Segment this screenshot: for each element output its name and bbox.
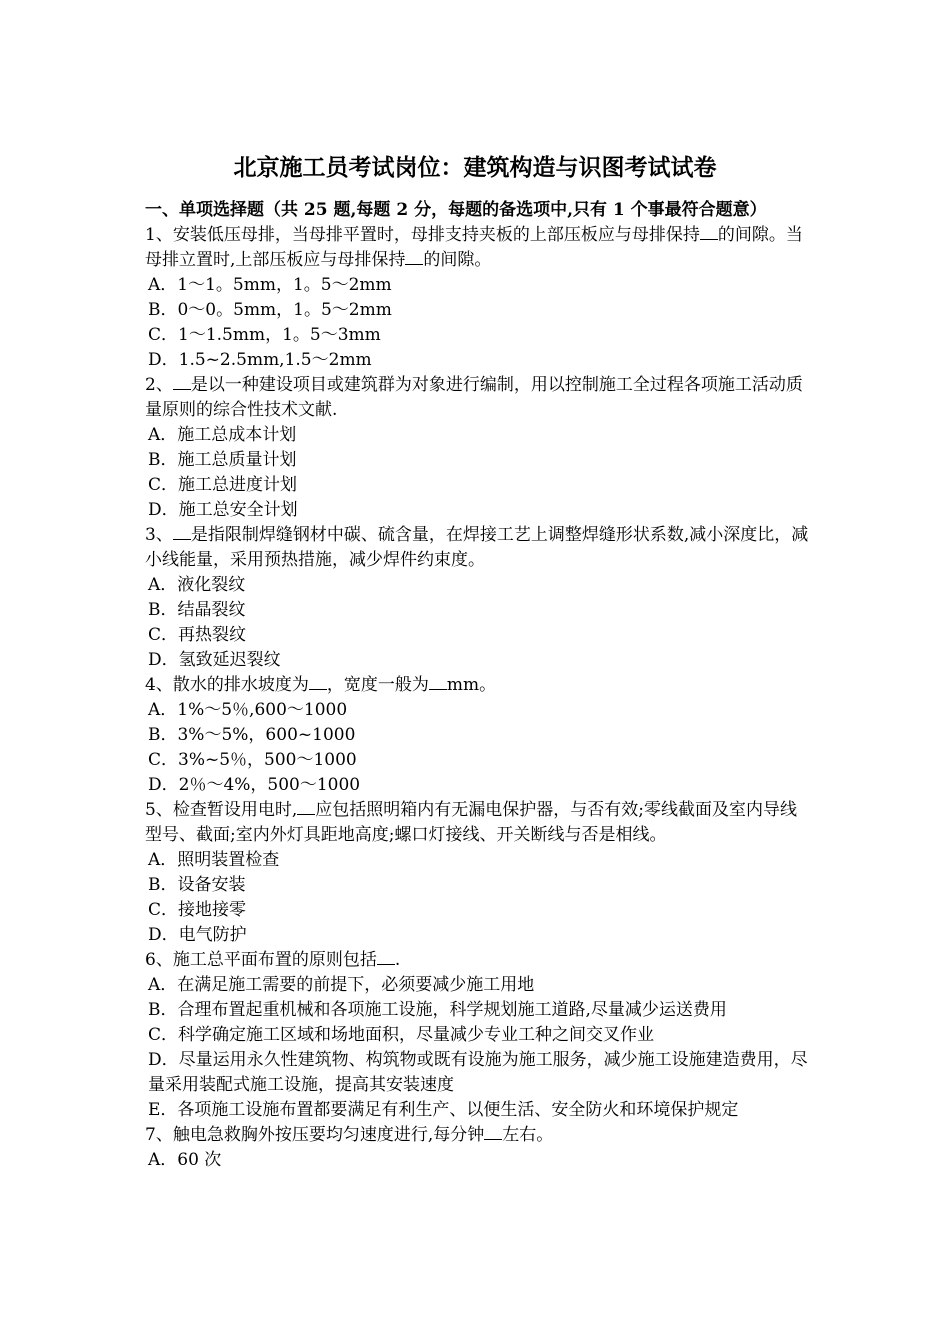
option-a: A．60 次 [148, 1150, 222, 1170]
question-3 [145, 523, 810, 573]
answer-blank [700, 224, 718, 240]
option-b: B．设备安装 [148, 875, 246, 895]
question-text: 是以一种建设项目或建筑群为对象进行编制，用以控制施工全过程各项施工活动质量原则的综合性技术文献. [145, 375, 803, 420]
option-c: C．1～1.5mm，1。5～3mm [148, 325, 381, 345]
question-1 [145, 223, 810, 273]
option-c: C．再热裂纹 [148, 625, 247, 645]
option-d: D．尽量运用永久性建筑物、构筑物或既有设施为施工服务，减少施工设施建造费用，尽量采用装配式施工设施，提高其安装速度 [148, 1050, 808, 1095]
option-a: A．1～1。5mm，1。5～2mm [148, 275, 392, 295]
option-a: A．照明装置检查 [148, 850, 280, 870]
option-b: B．3%～5%，600~1000 [148, 725, 356, 745]
option-d: D．氢致延迟裂纹 [148, 650, 281, 670]
option-c: C．3%~5％，500～1000 [148, 750, 357, 770]
answer-blank [429, 674, 447, 690]
option-a: A．液化裂纹 [148, 575, 246, 595]
question-text: 4、散水的排水坡度为 [145, 675, 309, 695]
answer-blank [484, 1124, 502, 1140]
question-4 [145, 673, 810, 698]
question-text: 的间隙。当母排立置时,上部压板应与母排保持 [145, 225, 803, 270]
option-a: A．在满足施工需要的前提下，必须要减少施工用地 [148, 975, 535, 995]
question-5 [145, 798, 810, 848]
question-text: 左右。 [502, 1125, 554, 1145]
answer-blank [173, 374, 191, 390]
question-text: ，宽度一般为 [326, 675, 429, 695]
question-text: 2、 [145, 375, 173, 395]
question-text: 3、 [145, 525, 173, 545]
option-c: C．科学确定施工区域和场地面积，尽量减少专业工种之间交叉作业 [148, 1025, 655, 1045]
option-a: A．施工总成本计划 [148, 425, 297, 445]
option-c: C．接地接零 [148, 900, 247, 920]
question-text: 6、施工总平面布置的原则包括 [145, 950, 377, 970]
question-text: 7、触电急救胸外按压要均匀速度进行,每分钟 [145, 1125, 485, 1145]
section-heading: 一、单项选择题（共 25 题,每题 2 分，每题的备选项中,只有 1 个事最符合题意） [145, 200, 767, 220]
question-text: mm。 [446, 675, 497, 695]
question-text: 是指限制焊缝钢材中碳、硫含量，在焊接工艺上调整焊缝形状系数,减小深度比，减小线能量，采用预热措施，减少焊件约束度。 [145, 525, 809, 570]
option-b: B．结晶裂纹 [148, 600, 246, 620]
question-text: 应包括照明箱内有无漏电保护器，与否有效;零线截面及室内导线型号、截面;室内外灯具距地高度;螺口灯接线、开关断线与否是相线。 [145, 800, 797, 845]
page-title: 北京施工员考试岗位：建筑构造与识图考试试卷 [233, 154, 717, 181]
question-text: 1、安装低压母排，当母排平置时，母排支持夹板的上部压板应与母排保持 [145, 225, 700, 245]
option-e: E．各项施工设施布置都要满足有利生产、以便生活、安全防火和环境保护规定 [148, 1100, 739, 1120]
option-d: D．1.5~2.5mm,1.5～2mm [148, 350, 372, 370]
option-a: A．1%～5％,600～1000 [148, 700, 348, 720]
answer-blank [297, 799, 315, 815]
option-d: D．2％～4%，500～1000 [148, 775, 361, 795]
answer-blank [405, 249, 423, 265]
answer-blank [377, 949, 395, 965]
question-2 [145, 373, 810, 423]
option-b: B．合理布置起重机械和各项施工设施，科学规划施工道路,尽量减少运送费用 [148, 1000, 727, 1020]
option-b: B．施工总质量计划 [148, 450, 297, 470]
question-7 [145, 1123, 810, 1148]
exam-content [145, 198, 810, 1173]
question-text: 5、检查暂设用电时, [145, 800, 298, 820]
answer-blank [173, 524, 191, 540]
question-text: 的间隙。 [423, 250, 492, 270]
question-text: . [394, 950, 401, 970]
option-c: C．施工总进度计划 [148, 475, 298, 495]
option-d: D．施工总安全计划 [148, 500, 298, 520]
question-6 [145, 948, 810, 973]
option-d: D．电气防护 [148, 925, 247, 945]
option-b: B．0～0。5mm，1。5～2mm [148, 300, 392, 320]
answer-blank [309, 674, 327, 690]
